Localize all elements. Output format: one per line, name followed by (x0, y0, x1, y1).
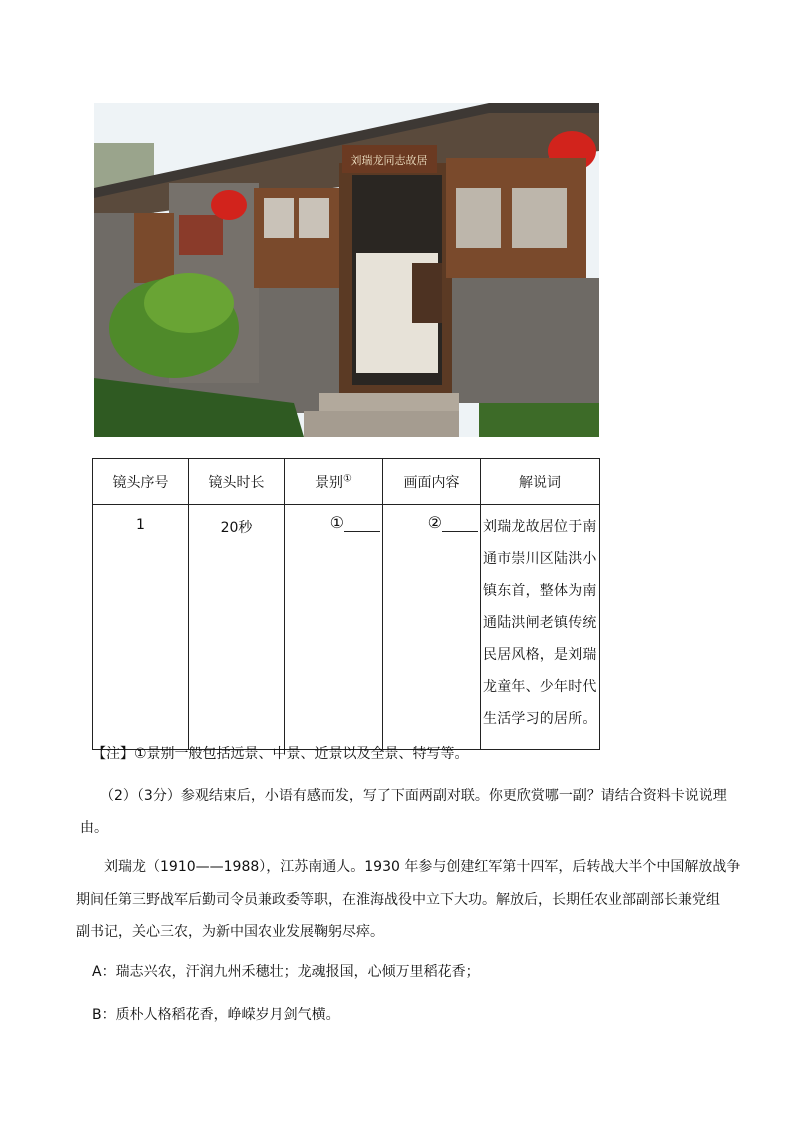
table-header-row (93, 459, 600, 505)
header-shot-scale-note-mark: ① (343, 472, 352, 484)
option-b: B：质朴人格稻花香，峥嵘岁月剑气横。 (92, 1007, 340, 1023)
header-shot-scale (285, 459, 383, 505)
header-narration: 解说词 (481, 459, 600, 505)
cell-shot-scale[interactable] (285, 505, 383, 750)
cell-narration: 刘瑞龙故居位于南通市崇川区陆洪小镇东首，整体为南通陆洪闸老镇传统民居风格，是刘瑞龙童年、少年时代生活学习的居所。 (481, 505, 600, 750)
house-photo (94, 103, 599, 437)
header-shot-scale-label: 景别 (315, 474, 344, 491)
option-a: A：瑞志兴农，汗润九州禾穗壮；龙魂报国，心倾万里稻花香； (92, 964, 480, 980)
blank-2-mark: ② (427, 513, 442, 532)
header-seq: 镜头序号 (93, 459, 189, 505)
bio-line-1: 刘瑞龙（1910——1988），江苏南通人。1930 年参与创建红军第十四军，后转战大半个中国解放战争 (104, 859, 741, 875)
blank-2-line[interactable] (442, 517, 478, 532)
blank-1-line[interactable] (344, 517, 380, 532)
shot-script-table (92, 458, 600, 750)
bio-line-2: 期间任第三野战军后勤司令员兼政委等职，在淮海战役中立下大功。解放后，长期任农业部副部长兼党组 (76, 892, 720, 908)
door-sign-text: 刘瑞龙同志故居 (350, 154, 428, 167)
cell-duration: 20秒 (189, 505, 285, 750)
table-note: 【注】①景别一般包括远景、中景、近景以及全景、特写等。 (92, 746, 469, 762)
header-content: 画面内容 (383, 459, 481, 505)
cell-content[interactable] (383, 505, 481, 750)
header-duration: 镜头时长 (189, 459, 285, 505)
cell-seq: 1 (93, 505, 189, 750)
blank-1-mark: ① (329, 513, 344, 532)
bio-line-3: 副书记，关心三农，为新中国农业发展鞠躬尽瘁。 (76, 924, 384, 940)
question-line-1: （2）（3分）参观结束后，小语有感而发，写了下面两副对联。你更欣赏哪一副？请结合资料卡说说理 (100, 788, 727, 804)
question-line-2: 由。 (80, 820, 108, 836)
table-row (93, 505, 600, 750)
